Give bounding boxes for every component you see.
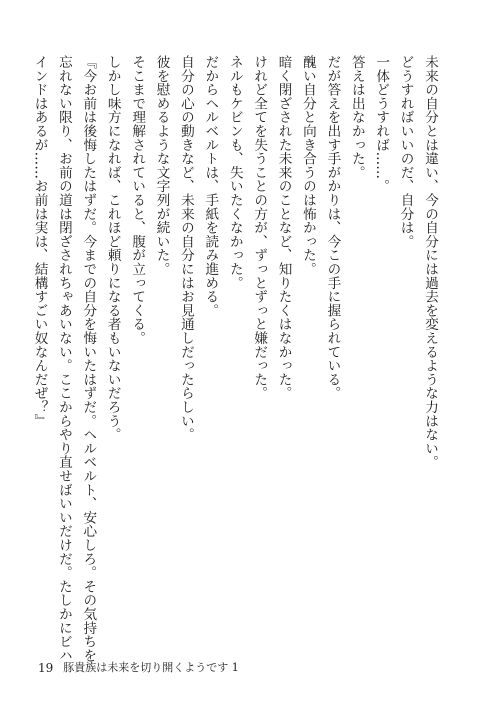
text-line: ネルもケビンも、失いたくなかった。: [226, 55, 243, 290]
text-line: だからヘルベルトは、手紙を読み進める。: [202, 55, 219, 318]
page-footer: [38, 661, 239, 675]
text-line: けれど全てを失うことの方が、ずっとずっと嫌だった。: [251, 55, 268, 400]
text-line: 醜い自分と向き合うのは怖かった。: [299, 55, 316, 276]
text-line: どうすればいいのだ、自分は。: [397, 55, 414, 249]
text-line: インドはあるが……お前は実は、結構すごい奴なんだぜ？』: [31, 55, 48, 428]
text-line: 自分の心の動きなど、未来の自分にはお見通しだったらしい。: [177, 55, 194, 442]
text-line: 暗く閉ざされた未来のことなど、知りたくはなかった。: [275, 55, 292, 400]
text-line: 未来の自分とは違い、今の自分には過去を変えるような力はない。: [422, 55, 438, 469]
page-number: 19: [38, 661, 54, 675]
text-line: 彼を慰めるような文字列が続いた。: [153, 55, 170, 276]
text-line: 一体どうすれば……。: [373, 55, 390, 193]
body-text: [31, 55, 442, 663]
text-line: そこまで理解されていると、腹が立ってくる。: [129, 55, 146, 345]
text-line: 忘れない限り、お前の道は閉ざされちゃあいない。ここからやり直せばいいだけだ。たしかにビハ: [55, 55, 72, 663]
text-line: 答えは出なかった。: [348, 55, 365, 180]
text-line: しかし味方になれば、これほど頼りになる者もいないだろう。: [104, 55, 121, 442]
text-line: 『今お前は後悔したはずだ。今までの自分を悔いたはずだ。ヘルベルト、安心しろ。その気持ちを: [80, 55, 97, 663]
text-line: だが答えを出す手がかりは、今この手に握られている。: [324, 55, 341, 400]
book-title: 豚貴族は未来を切り開くようです 1: [63, 661, 239, 674]
